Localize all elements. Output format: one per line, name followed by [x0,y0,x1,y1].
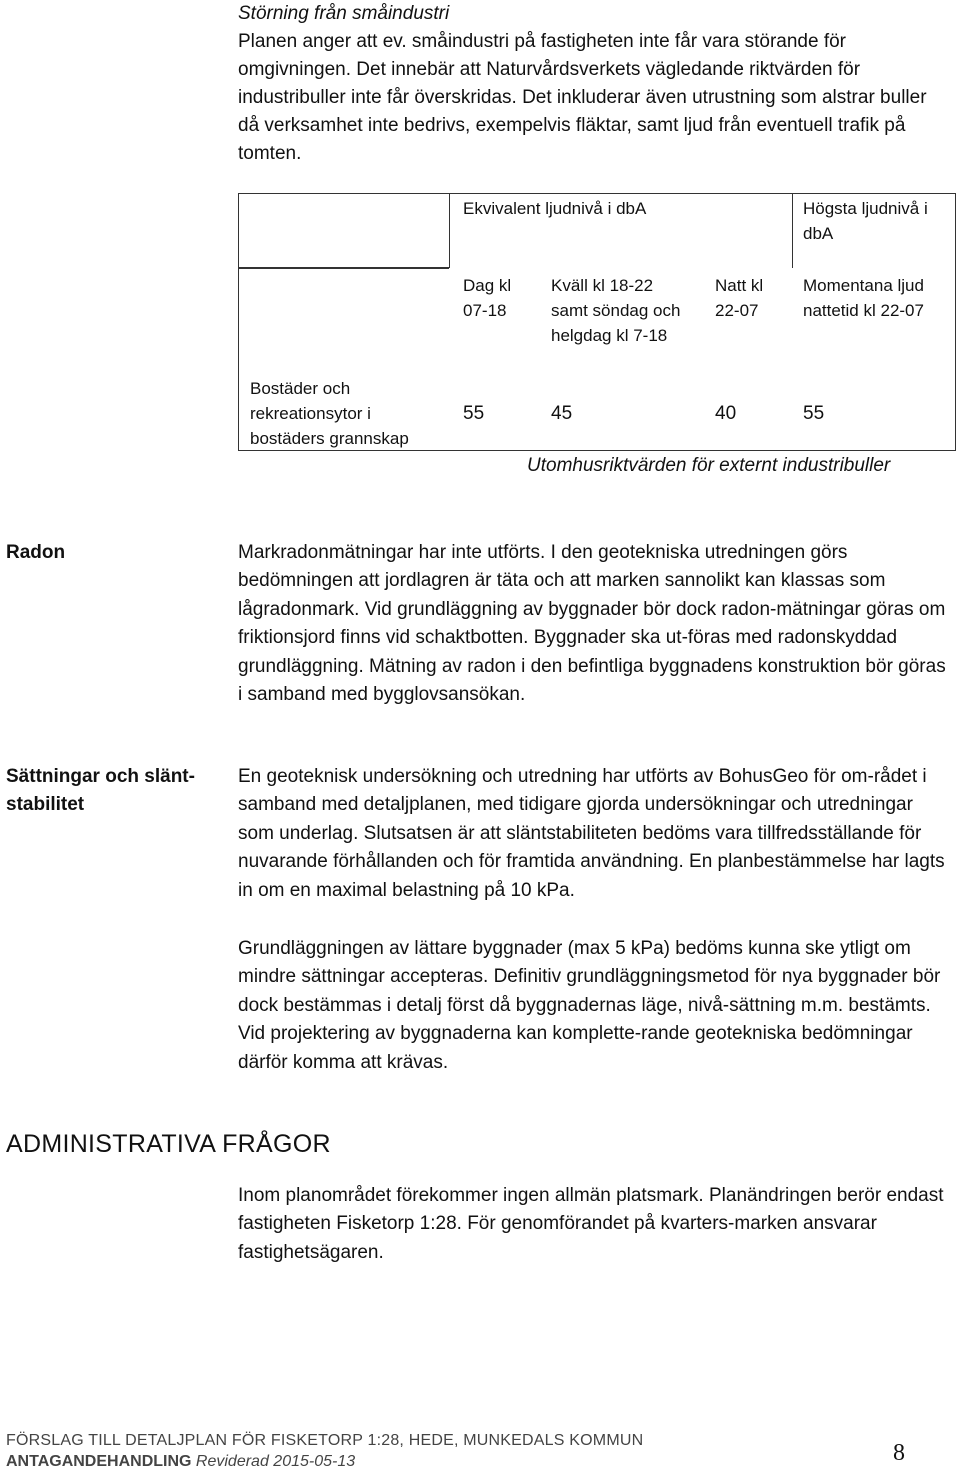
table-border [449,193,450,268]
table-border [238,193,956,194]
table-border [238,193,239,451]
noise-heading: Störning från småindustri [238,3,450,24]
table-caption: Utomhusriktvärden för externt industribuller [527,455,891,476]
header-max: Högsta ljudnivå i dbA [803,199,928,243]
value-night: 40 [715,403,737,424]
value-evening: 45 [551,403,573,424]
col-day: Dag kl 07-18 [463,276,512,320]
settlement-label: Sättningar och slänt-stabilitet [6,766,195,815]
col-evening: Kväll kl 18-22 samt söndag och helgdag kl 7-18 [551,276,681,345]
admin-paragraph: Inom planområdet förekommer ingen allmän platsmark. Planändringen berör endast fastigheten Fisketorp 1:28. För genomförandet på kvarters-marken ansvarar fastighetsägaren. [238,1185,944,1263]
value-day: 55 [463,403,485,424]
table-border [238,267,449,269]
page-number: 8 [893,1440,905,1466]
col-night: Natt kl 22-07 [715,276,764,320]
noise-paragraph: Planen anger att ev. småindustri på fastigheten inte får vara störande för omgivningen. Det innebär att Naturvårdsverkets vägledande riktvärden för industribuller inte får överskridas. Det inkluderar även utrustning som alstrar buller då verksamhet inte bedrivs, exempelvis fläktar, samt ljud från eventuell trafik på tomten. [238,31,927,164]
value-momentary: 55 [803,403,825,424]
table-border [955,193,956,451]
footer-subtitle: ANTAGANDEHANDLING [6,1453,192,1470]
col-momentary: Momentana ljud nattetid kl 22-07 [803,276,924,320]
footer-revised: Reviderad 2015-05-13 [195,1453,356,1470]
radon-paragraph: Markradonmätningar har inte utförts. I den geotekniska utredningen görs bedömningen att jordlagren är täta och att marken sannolikt kan klassas som lågradonmark. Vid grundläggning av byggnader bör dock radon-mätningar göras om friktionsjord finns vid schaktbotten. Byggnader ska ut-föras med radonskyddad grundläggning. Mätning av radon i den befintliga byggnadens konstruktion bör göras i samband med bygglovsansökan. [238,542,946,706]
settlement-paragraph-2: Grundläggningen av lättare byggnader (max 5 kPa) bedöms kunna ske ytligt om mindre sättningar accepteras. Definitiv grundläggningsmetod för nya byggnader bör dock bestämmas i detalj först då byggnadernas läge, nivå-sättning m.m. bestämts. Vid projektering av byggnaderna kan komplette-rande geotekniska bedömningar därför komma att krävas. [238,938,941,1073]
settlement-paragraph-1: En geoteknisk undersökning och utredning har utförts av BohusGeo för om-rådet i samband med detaljplanen, med tidigare gjorda undersökningar och utredningar som underlag. Slutsatsen är att släntstabiliteten bedöms vara tillfredsställande för nuvarande förhållanden och för framtida användning. En planbestämmelse har lagts in om en maximal belastning på 10 kPa. [238,766,945,901]
row-label: Bostäder och rekreationsytor i bostäders grannskap [250,379,409,448]
table-border [792,193,793,268]
radon-label: Radon [6,542,66,563]
noise-table [238,193,956,451]
footer-subtitle-line [6,1453,355,1471]
admin-heading: ADMINISTRATIVA FRÅGOR [6,1130,331,1158]
header-equivalent: Ekvivalent ljudnivå i dbA [463,199,647,218]
noise-section [238,0,948,168]
footer-title: FÖRSLAG TILL DETALJPLAN FÖR FISKETORP 1:28, HEDE, MUNKEDALS KOMMUN [6,1432,644,1449]
